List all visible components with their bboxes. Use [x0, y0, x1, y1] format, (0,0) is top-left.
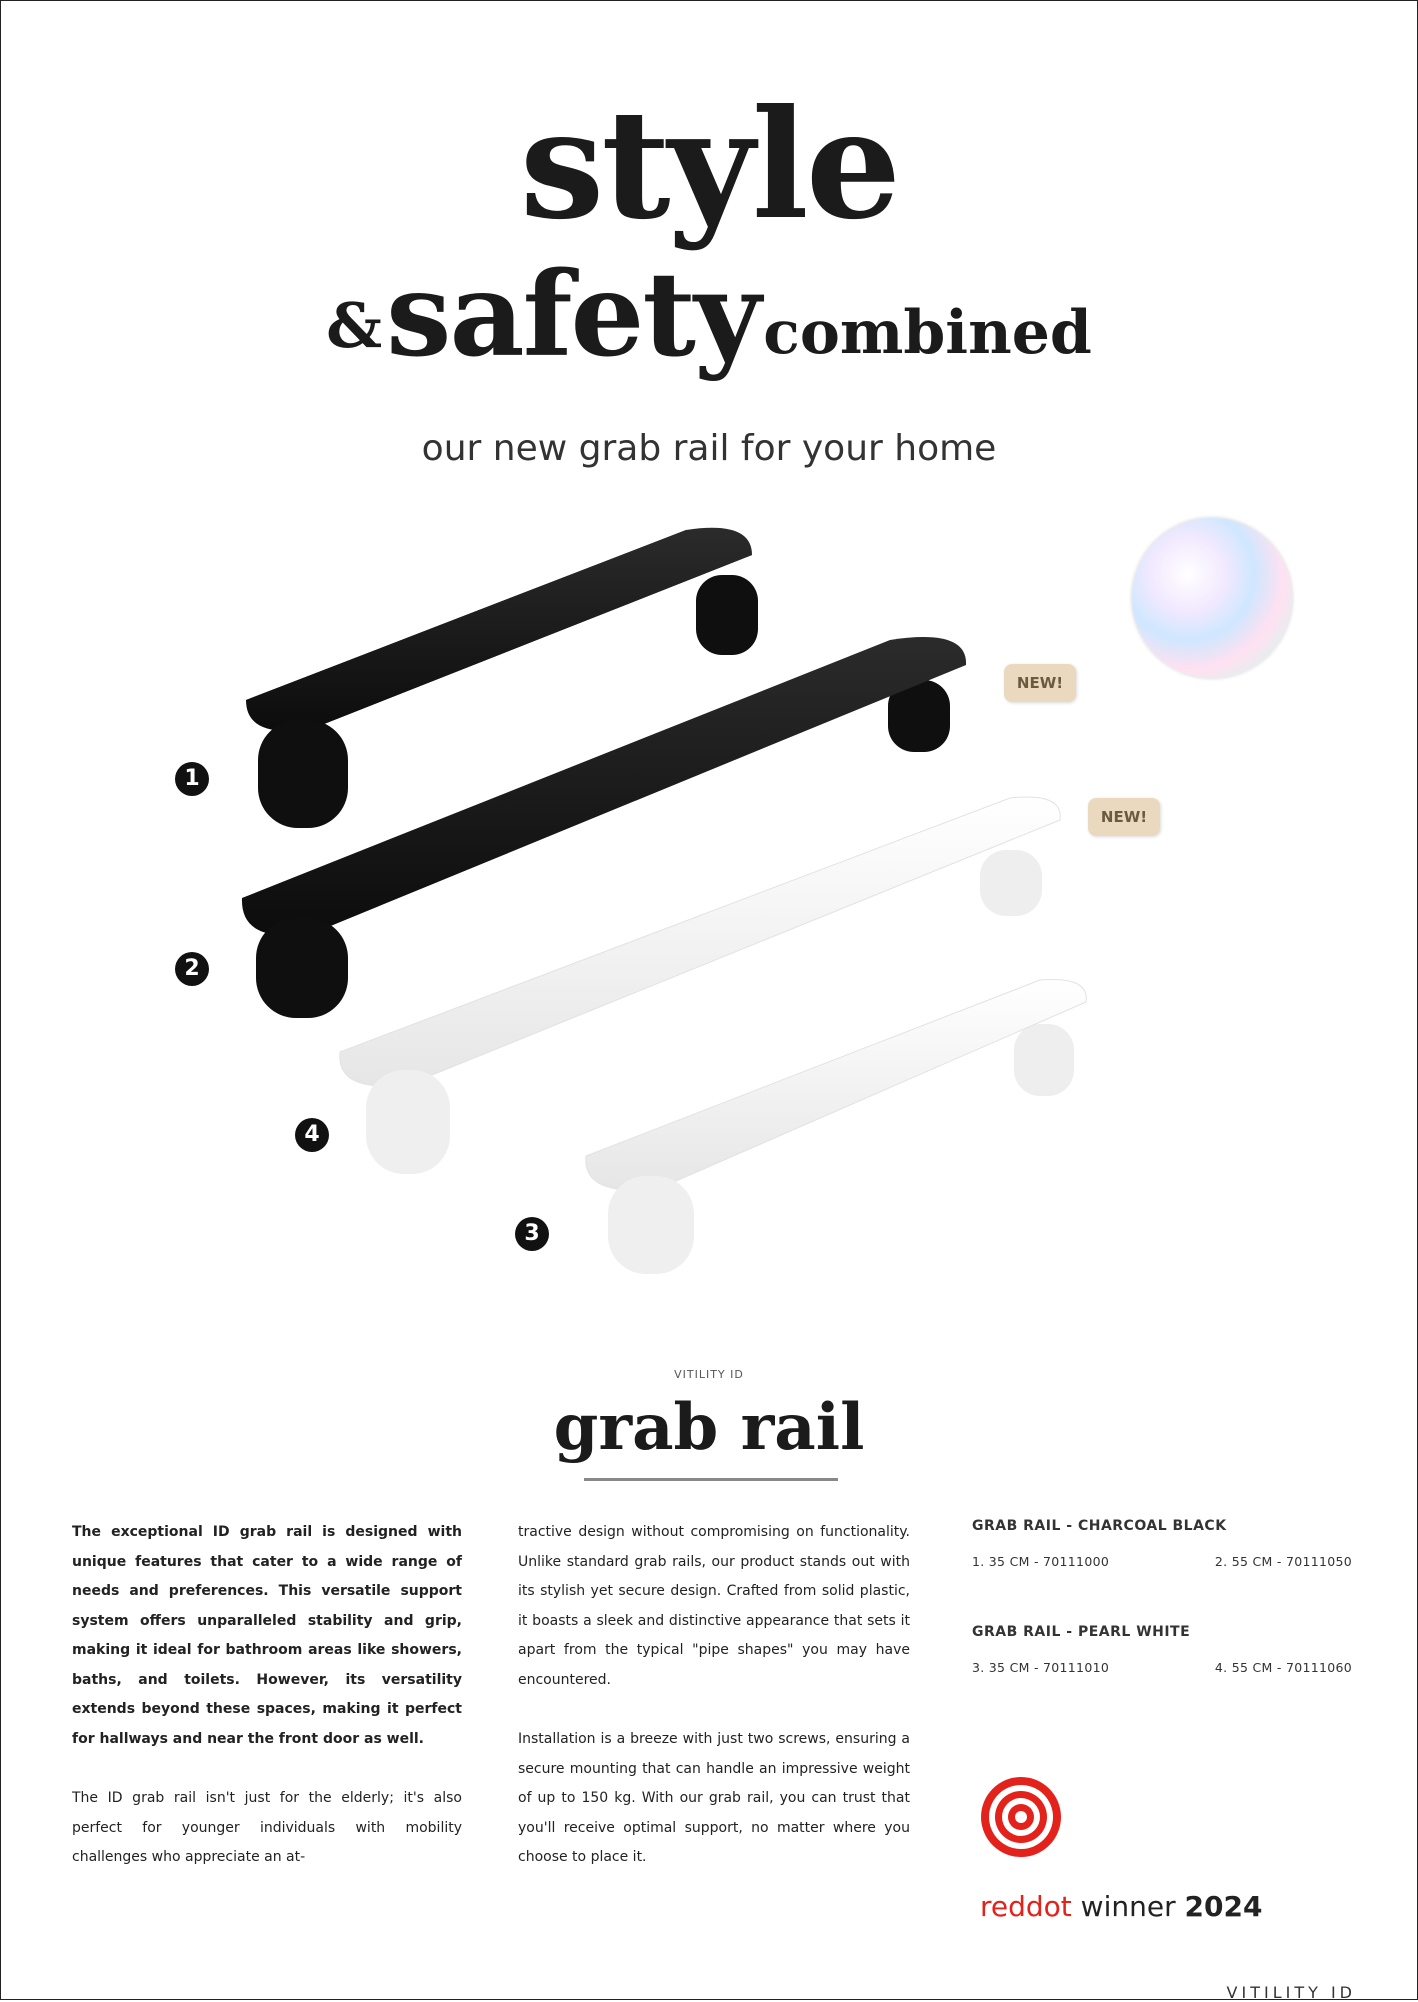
- subtitle: our new grab rail for your home: [421, 428, 997, 469]
- headline-safety: safety: [386, 247, 760, 383]
- new-badge-rail-2: NEW!: [1004, 664, 1076, 702]
- headline-style: style: [519, 77, 899, 253]
- reddot-word: reddot: [980, 1890, 1072, 1923]
- body-paragraph: The exceptional ID grab rail is designed with unique features that cater to a wide range of needs and preferences. This versatile support system offers unparalleled stability and grip, making it ideal for bathroom areas like showers, baths, and toilets. However, its versatility extends beyond these spaces, making it perfect for hallways and near the front door as well.: [72, 1524, 462, 1747]
- headline-ampersand: &: [326, 289, 383, 362]
- title-underline: [584, 1478, 838, 1481]
- grab-rail-3-white: [586, 979, 1086, 1274]
- footer-brand: VITILITY ID: [1226, 1983, 1356, 2002]
- spec-label: GRAB RAIL - PEARL WHITE: [972, 1624, 1191, 1640]
- rail-number-2: 2: [175, 952, 209, 986]
- body-paragraph: Installation is a breeze with just two screws, ensuring a secure mounting that can handle an impressive weight of up to 150 kg. With our grab rail, you can trust that you'll receive optimal support, no matter where you choose to place it.: [518, 1731, 910, 1865]
- holographic-sticker: [1132, 518, 1292, 678]
- spec-item: 2. 55 CM - 70111050: [1214, 1554, 1352, 1569]
- body-paragraph: tractive design without compromising on functionality. Unlike standard grab rails, our product stands out with its stylish yet secure design. Crafted from solid plastic, it boasts a sleek and distinctive appearance that sets it apart from the typical "pipe shapes" you may have encountered.: [518, 1524, 910, 1688]
- reddot-logo-icon: [980, 1776, 1062, 1858]
- reddot-award: [980, 1890, 1262, 1923]
- spec-charcoal-black: [972, 1518, 1352, 1569]
- spec-item: 3. 35 CM - 70111010: [972, 1660, 1110, 1675]
- spec-item: 4. 55 CM - 70111060: [1214, 1660, 1352, 1675]
- spec-pearl-white: [972, 1624, 1352, 1675]
- section-brand: VITILITY ID: [674, 1368, 744, 1381]
- spec-label: GRAB RAIL - CHARCOAL BLACK: [972, 1518, 1227, 1534]
- grab-rail-1-black: [246, 528, 758, 828]
- body-paragraph: The ID grab rail isn't just for the elderly; it's also perfect for younger individuals with mobility challenges who appreciate an at-: [72, 1790, 462, 1865]
- body-column-1: [72, 1518, 462, 1903]
- new-badge-rail-4: NEW!: [1088, 798, 1160, 836]
- headline-combined: combined: [763, 298, 1092, 368]
- section-title: grab rail: [553, 1390, 865, 1465]
- body-column-2: [518, 1518, 910, 1903]
- headline-safety-combined: [0, 247, 1418, 388]
- spec-item: 1. 35 CM - 70111000: [972, 1554, 1110, 1569]
- rail-number-4: 4: [295, 1118, 329, 1152]
- award-winner: winner: [1071, 1890, 1185, 1923]
- rail-number-1: 1: [175, 762, 209, 796]
- rail-number-3: 3: [515, 1217, 549, 1251]
- award-year: 2024: [1184, 1890, 1263, 1923]
